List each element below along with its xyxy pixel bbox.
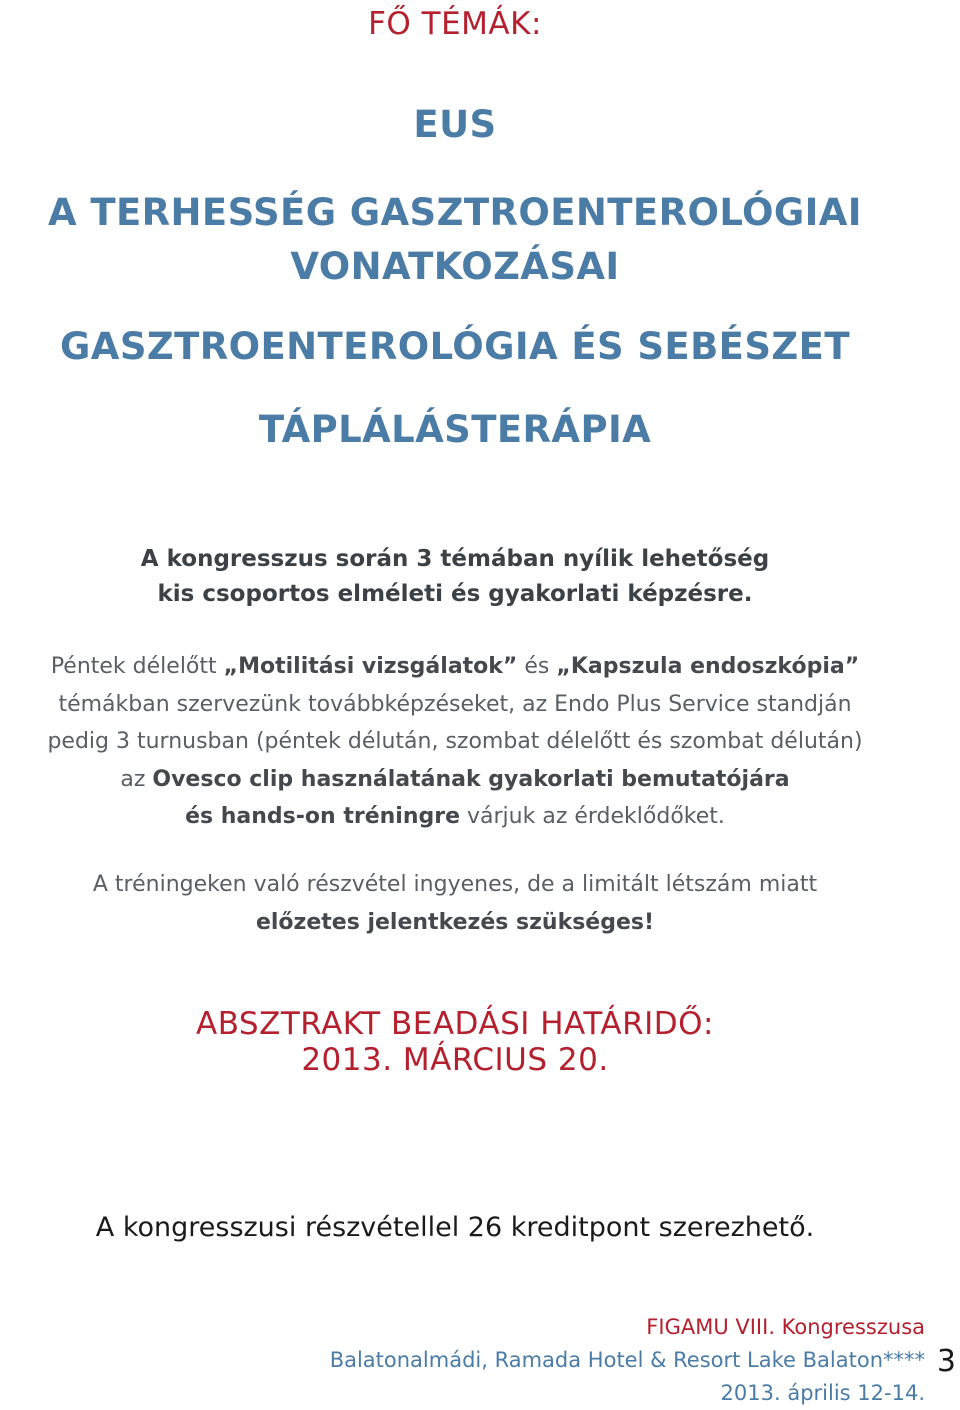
credits-text: A kongresszusi részvétellel 26 kreditpont szerezhető. xyxy=(95,1212,815,1243)
paragraph-line: A tréningeken való részvétel ingyenes, de a limitált létszám miatt xyxy=(92,872,818,897)
registration-required: előzetes jelentkezés szükséges! xyxy=(255,909,655,935)
ovesco-highlight: Ovesco clip használatának gyakorlati bemutatójára xyxy=(152,766,790,792)
intro-line2: kis csoportos elméleti és gyakorlati képzésre. xyxy=(157,581,753,607)
capsule-highlight: „Kapszula endoszkópia” xyxy=(556,654,860,679)
paragraph-line xyxy=(0,904,910,942)
event-footer xyxy=(330,1311,925,1410)
intro-text xyxy=(0,542,910,612)
topic-pregnancy xyxy=(0,186,910,294)
intro-line1: A kongresszus során 3 témában nyílik lehetőség xyxy=(140,546,770,572)
deadline-label: ABSZTRAKT BEADÁSI HATÁRIDŐ: xyxy=(196,1006,714,1042)
event-dates: 2013. április 12-14. xyxy=(720,1381,925,1405)
page-number: 3 xyxy=(936,1344,956,1379)
topic-gastro-surgery: GASZTROENTEROLÓGIA ÉS SEBÉSZET xyxy=(60,325,850,368)
topic-pregnancy-line2: VONATKOZÁSAI xyxy=(290,245,620,288)
topic-nutrition-therapy: TÁPLÁLÁSTERÁPIA xyxy=(258,408,652,451)
paragraph-line: témákban szervezünk továbbképzéseket, az Endo Plus Service standján xyxy=(58,691,852,717)
event-name: FIGAMU VIII. Kongresszusa xyxy=(646,1315,925,1339)
event-venue: Balatonalmádi, Ramada Hotel & Resort Lake Balaton**** xyxy=(329,1348,925,1372)
paragraph-line: az Ovesco clip használatának gyakorlati bemutatójára xyxy=(120,766,790,792)
training-paragraph xyxy=(0,648,910,836)
paragraph-line: és hands-on tréningre várjuk az érdeklődőket. xyxy=(185,804,725,829)
hands-on-highlight: és hands-on tréningre xyxy=(185,804,461,829)
paragraph-line: Péntek délelőtt „Motilitási vizsgálatok” és „Kapszula endoszkópia” xyxy=(50,654,860,679)
topic-pregnancy-line1: A TERHESSÉG GASZTROENTEROLÓGIAI xyxy=(48,191,862,234)
topic-eus: EUS xyxy=(413,103,497,146)
registration-paragraph xyxy=(0,866,910,941)
abstract-deadline xyxy=(0,1006,910,1078)
paragraph-line: pedig 3 turnusban (péntek délután, szombat délelőtt és szombat délután) xyxy=(47,729,863,754)
motility-highlight: „Motilitási vizsgálatok” xyxy=(223,654,518,679)
main-topics-heading: FŐ TÉMÁK: xyxy=(368,6,542,42)
deadline-date: 2013. MÁRCIUS 20. xyxy=(301,1042,609,1078)
